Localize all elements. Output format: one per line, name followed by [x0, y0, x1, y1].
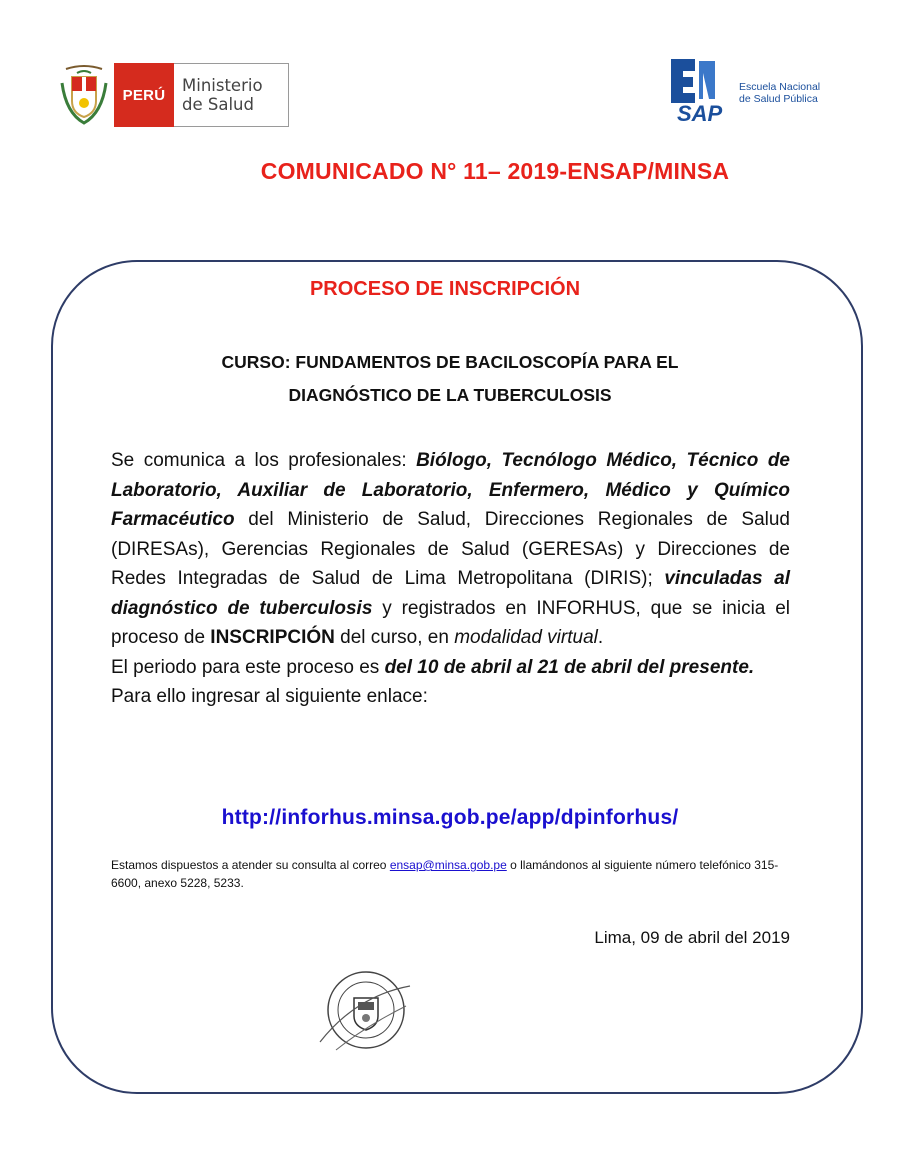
date-line: Lima, 09 de abril del 2019: [594, 928, 790, 947]
contact-after: o llamándonos al siguiente número telefónico 315-6600, anexo 5228, 5233.: [111, 858, 779, 890]
ministry-stamp: [316, 966, 412, 1058]
announcement-paragraph-2: [111, 653, 790, 683]
ensap-mark-bottom: SAP: [677, 101, 723, 125]
p1-after: y registrados en INFORHUS, que se inicia el proceso de: [111, 597, 790, 648]
ensap-logo: [665, 55, 840, 125]
ensap-line-1: Escuela Nacional: [739, 81, 821, 93]
p1-linked: vinculadas al diagnóstico de tuberculosis: [111, 568, 790, 619]
p1-modality: modalidad virtual: [454, 627, 598, 648]
ensap-line-2: de Salud Pública: [739, 93, 818, 105]
registration-link[interactable]: http://inforhus.minsa.gob.pe/app/dpinforhus/: [221, 806, 679, 829]
course-title-line-2: DIAGNÓSTICO DE LA TUBERCULOSIS: [288, 385, 612, 405]
p1-mid: del Ministerio de Salud, Direcciones Regionales de Salud (DIRESAs), Gerencias Regionales de Salud (GERESAs) y Direcciones de Redes Integradas de Salud de Lima Metropolitana (DIRIS);: [111, 509, 790, 589]
p2-period: del 10 de abril al 21 de abril del presente.: [384, 656, 755, 678]
course-title: [150, 346, 750, 412]
communique-title: COMUNICADO N° 11– 2019-ENSAP/MINSA: [260, 158, 730, 184]
p1-intro: Se comunica a los profesionales:: [111, 450, 417, 471]
p1-professions: Biólogo, Tecnólogo Médico, Técnico de Laboratorio, Auxiliar de Laboratorio, Enfermero, Médico y Químico Farmacéutico: [111, 450, 790, 530]
coat-of-arms-icon: [60, 63, 108, 127]
ensap-emblem-icon: [665, 55, 735, 125]
p1-inscription: INSCRIPCIÓN: [210, 627, 335, 648]
ensap-name: [739, 81, 820, 105]
ministry-name: [174, 63, 289, 127]
p1-end: .: [597, 627, 604, 648]
course-title-line-1: CURSO: FUNDAMENTOS DE BACILOSCOPÍA PARA EL: [221, 352, 679, 372]
announcement-paragraph-1: [111, 446, 790, 653]
contact-email-link[interactable]: ensap@minsa.gob.pe: [389, 858, 507, 872]
ministry-line-1: Ministerio: [182, 76, 263, 95]
p1-course: del curso, en: [334, 627, 455, 648]
process-title: PROCESO DE INSCRIPCIÓN: [309, 278, 581, 300]
minsa-logo: [60, 63, 289, 127]
p2-intro: El periodo para este proceso es: [111, 656, 385, 678]
announcement-paragraph-3: Para ello ingresar al siguiente enlace:: [111, 686, 428, 707]
announcement-body: [111, 446, 790, 712]
contact-note: [111, 856, 801, 892]
contact-before: Estamos dispuestos a atender su consulta al correo: [111, 858, 390, 872]
ministry-line-2: de Salud: [182, 95, 254, 114]
peru-label: PERÚ: [114, 63, 174, 127]
